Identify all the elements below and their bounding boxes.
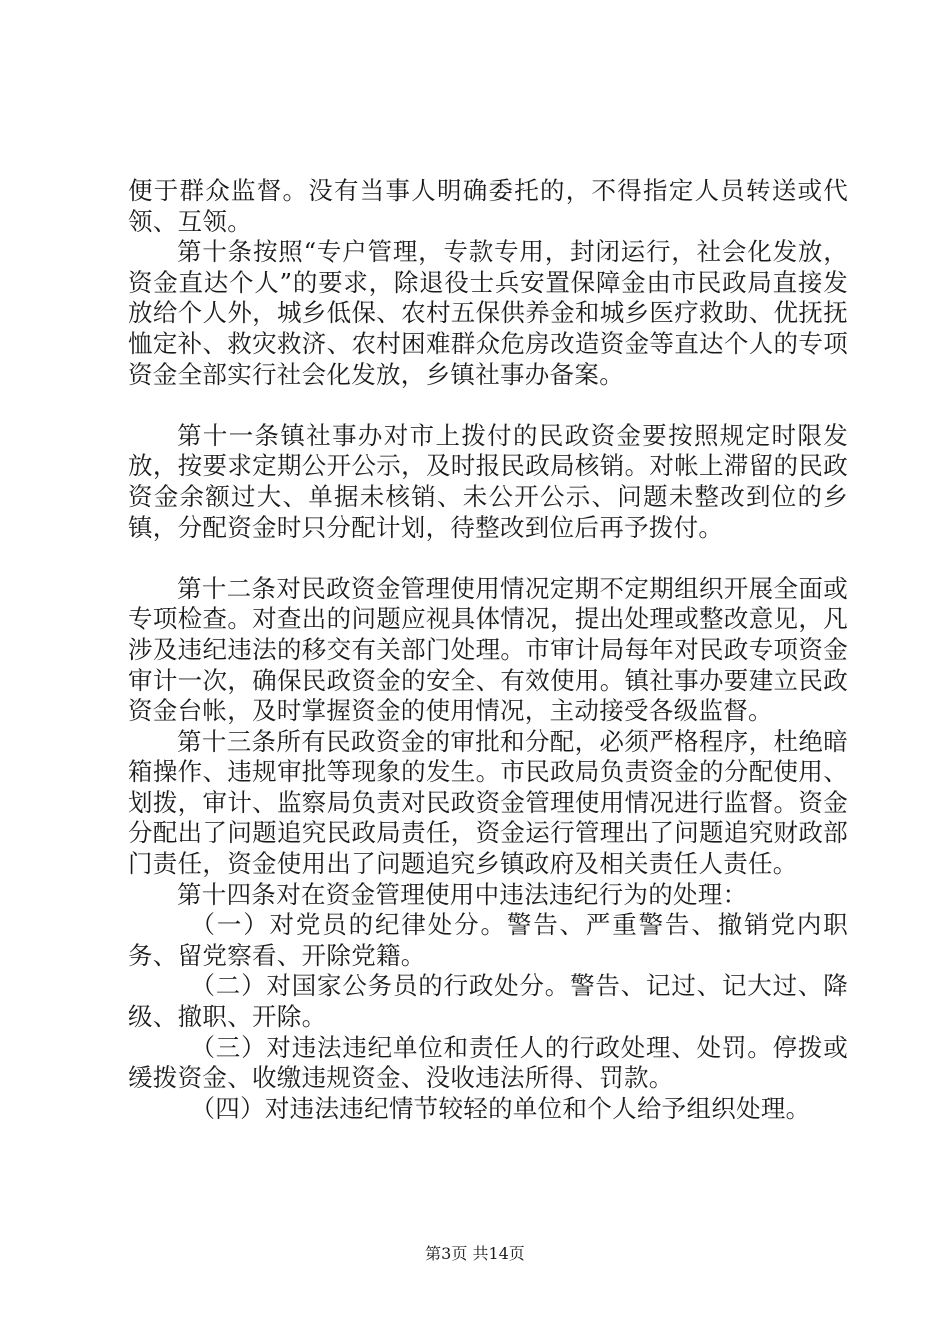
paragraph-gap [128,390,848,421]
paragraph-item-4: （四）对违法违纪情节较轻的单位和个人给予组织处理。 [190,1093,811,1123]
paragraph-item-1: （一）对党员的纪律处分。警告、严重警告、撤销党内职务、留党察看、开除党籍。 [128,910,848,970]
paragraph-article-11: 第十一条镇社事办对市上拨付的民政资金要按照规定时限发放，按要求定期公开公示，及时报民政局核销。对帐上滞留的民政资金余额过大、单据未核销、未公开公示、问题未整改到位的乡镇，分配资金时只分配计划，待整改到位后再予拨付。 [128,420,848,542]
paragraph-item-3: （三）对违法违纪单位和责任人的行政处理、处罚。停拨或缓拨资金、收缴违规资金、没收违法所得、罚款。 [128,1032,848,1093]
paragraph-item-2: （二）对国家公务员的行政处分。警告、记过、记大过、降级、撤职、开除。 [128,971,848,1032]
paragraph-continuation: 便于群众监督。没有当事人明确委托的，不得指定人员转送或代领、互领。 [128,176,848,236]
paragraph-gap [128,543,848,574]
paragraph-article-14: 第十四条对在资金管理使用中违法违纪行为的处理： [177,879,748,909]
document-body [128,176,848,1124]
paragraph-article-13: 第十三条所有民政资金的审批和分配，必须严格程序，杜绝暗箱操作、违规审批等现象的发生。市民政局负责资金的分配使用、划拨，审计、监察局负责对民政资金管理使用情况进行监督。资金分配出了问题追究民政局责任，资金运行管理出了问题追究财政部门责任，资金使用出了问题追究乡镇政府及相关责任人责任。 [128,726,848,879]
paragraph-article-12: 第十二条对民政资金管理使用情况定期不定期组织开展全面或专项检查。对查出的问题应视具体情况，提出处理或整改意见，凡涉及违纪违法的移交有关部门处理。市审计局每年对民政专项资金审计一次，确保民政资金的安全、有效使用。镇社事办要建立民政资金台帐，及时掌握资金的使用情况，主动接受各级监督。 [128,573,848,726]
page-footer: 第3页 共14页 [425,1244,525,1263]
paragraph-article-10: 第十条按照“专户管理，专款专用，封闭运行，社会化发放，资金直达个人”的要求，除退役士兵安置保障金由市民政局直接发放给个人外，城乡低保、农村五保供养金和城乡医疗救助、优抚抚恤定补、救灾救济、农村困难群众危房改造资金等直达个人的专项资金全部实行社会化发放，乡镇社事办备案。 [128,237,848,389]
